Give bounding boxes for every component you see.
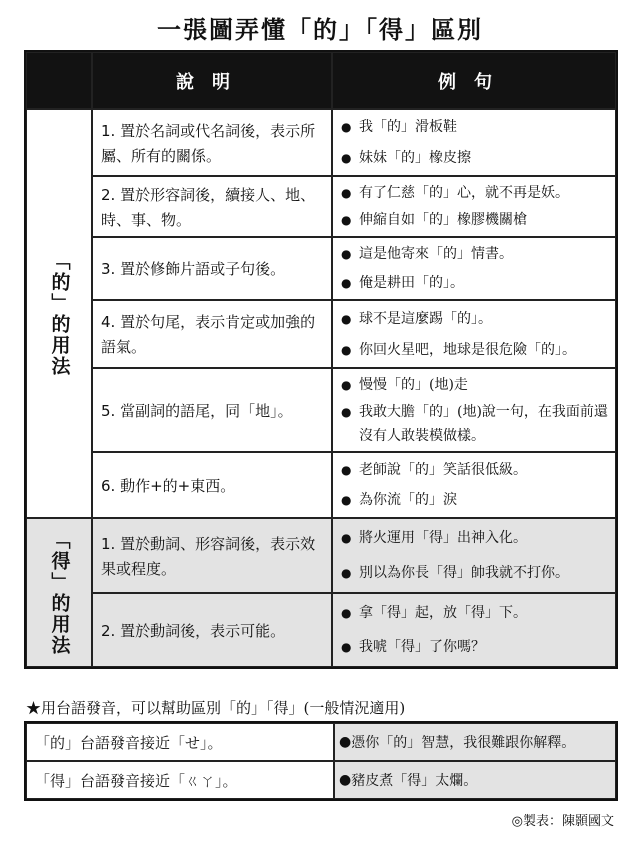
section-label-dei <box>26 518 92 667</box>
credit-line: ◎製表：陳顥國文 <box>511 814 614 829</box>
header-corner <box>26 52 92 109</box>
example-item: ● 我「的」滑板鞋 <box>341 119 457 136</box>
usage-row-desc: 3. 置於修飾片語或子句後。 <box>92 237 332 300</box>
example-item: ● 將火運用「得」出神入化。 <box>341 530 527 547</box>
pronunciation-de: 「的」台語發音接近「せ」。 <box>26 723 334 761</box>
header-example: 例句 <box>332 52 616 109</box>
usage-row-desc: 2. 置於形容詞後，續接人、地、時、事、物。 <box>92 176 332 237</box>
example-item: ● 我唬「得」了你嗎？ <box>341 639 485 655</box>
usage-row-desc: 2. 置於動詞後，表示可能。 <box>92 593 332 667</box>
example-item: ● 老師說「的」笑話很低級。 <box>341 462 527 478</box>
example-item: ● 妹妹「的」橡皮擦 <box>341 149 471 166</box>
example-item: ● 球不是這麼踢「的」。 <box>341 310 492 327</box>
example-item: ● 我敢大膽「的」(地)說一句，在我面前還沒有人敢裝模做樣。 <box>341 403 608 444</box>
usage-row-examples <box>332 452 616 518</box>
usage-row-examples <box>332 518 616 593</box>
taiwanese-tip: ★用台語發音，可以幫助區別「的」「得」(一般情況適用) <box>26 699 406 717</box>
example-item: ● 你回火星吧，地球是很危險「的」。 <box>341 341 576 358</box>
usage-row-examples <box>332 300 616 368</box>
example-item: ● 有了仁慈「的」心，就不再是妖。 <box>341 184 569 201</box>
usage-row-examples <box>332 176 616 237</box>
example-item: ● 慢慢「的」(地)走 <box>341 376 468 393</box>
usage-row-examples <box>332 368 616 452</box>
pronunciation-de-example: ● 憑你「的」智慧，我很難跟你解釋。 <box>334 723 616 761</box>
section-label-de <box>26 109 92 518</box>
page-title: 一張圖弄懂「的」「得」區別 <box>157 16 483 44</box>
example-item: ● 別以為你長「得」帥我就不打你。 <box>341 564 569 581</box>
example-item: ● 伸縮自如「的」橡膠機關槍 <box>341 212 527 229</box>
pronunciation-table <box>24 721 618 801</box>
example-item: ● 拿「得」起，放「得」下。 <box>341 605 527 621</box>
pronunciation-dei-example: ● 豬皮煮「得」太爛。 <box>334 761 616 799</box>
section-label-de-text: 「的」的用法 <box>48 250 71 377</box>
usage-table <box>24 50 618 669</box>
usage-row-desc: 1. 置於動詞、形容詞後，表示效果或程度。 <box>92 518 332 593</box>
example-item: ● 為你流「的」淚 <box>341 492 457 508</box>
header-explain: 說明 <box>92 52 332 109</box>
usage-row-examples <box>332 109 616 176</box>
pronunciation-dei: 「得」台語發音接近「ㄍㄚ」。 <box>26 761 334 799</box>
section-label-dei-text: 「得」的用法 <box>48 529 71 656</box>
usage-row-examples <box>332 593 616 667</box>
example-item: ● 俺是耕田「的」。 <box>341 274 464 291</box>
usage-row-desc: 1. 置於名詞或代名詞後，表示所屬、所有的關係。 <box>92 109 332 176</box>
usage-row-desc: 4. 置於句尾，表示肯定或加強的語氣。 <box>92 300 332 368</box>
usage-row-examples <box>332 237 616 300</box>
usage-row-desc: 6. 動作+的+東西。 <box>92 452 332 518</box>
example-item: ● 這是他寄來「的」情書。 <box>341 246 513 263</box>
usage-row-desc: 5. 當副詞的語尾，同「地」。 <box>92 368 332 452</box>
